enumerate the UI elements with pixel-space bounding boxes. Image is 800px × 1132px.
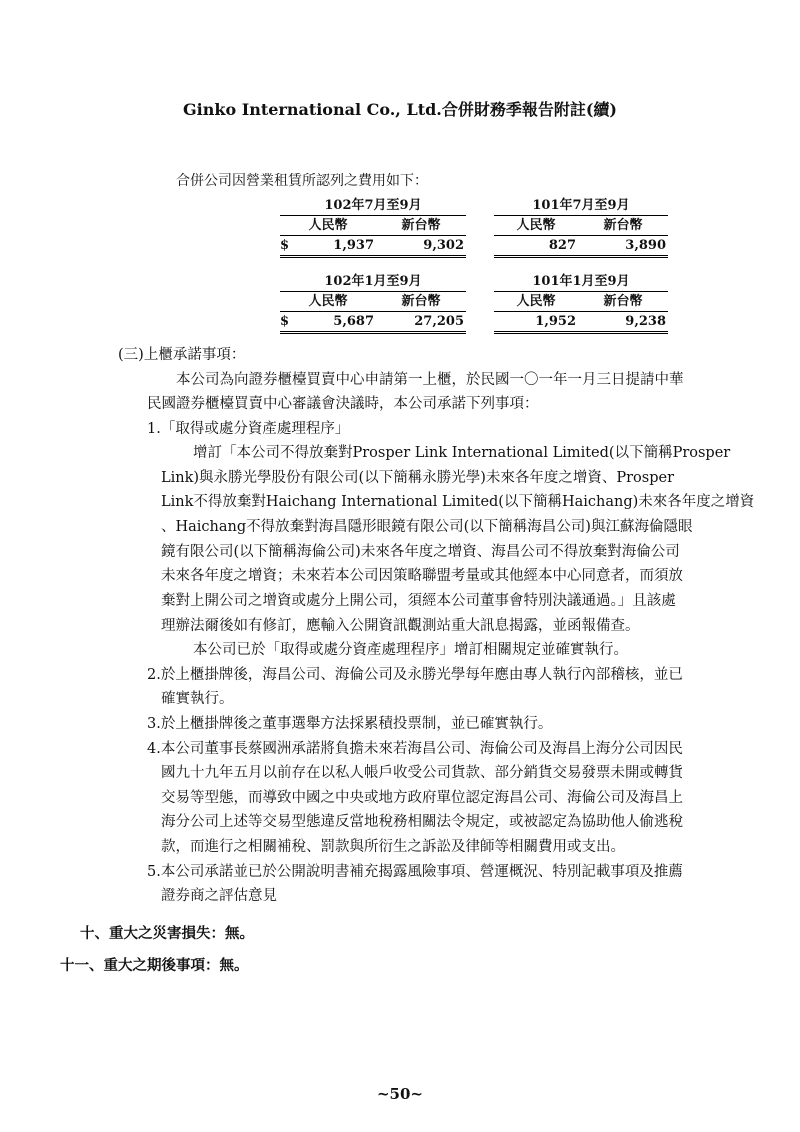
value-cell: 9,238: [578, 312, 668, 333]
lease-expense-table-quarter: [280, 196, 668, 258]
value-cell: 27,205: [376, 312, 466, 333]
value-cell: 9,302: [376, 236, 466, 257]
currency-header: 新台幣: [578, 216, 668, 236]
body-line: 確實執行。: [161, 691, 234, 707]
body-line: 款，而進行之相關補稅、罰款與所衍生之訴訟及律師等相關費用或支出。: [161, 839, 625, 855]
lease-expense-intro: 合併公司因營業租賃所認列之費用如下：: [176, 173, 428, 189]
body-line: 民國證券櫃檯買賣中心審議會決議時，本公司承諾下列事項：: [147, 396, 539, 412]
section-heading: (三)上櫃承諾事項：: [118, 347, 246, 363]
report-title: Ginko International Co., Ltd.合併財務季報告附註(續): [183, 100, 617, 119]
body-line: 本公司已於「取得或處分資產處理程序」增訂相關規定並確實執行。: [193, 642, 628, 658]
body-line: 海分公司上述等交易型態違反當地稅務相關法令規定，或被認定為協助他人偷逃稅: [161, 814, 683, 830]
value-cell: 1,937: [294, 236, 376, 257]
list-item: 2.於上櫃掛牌後，海昌公司、海倫公司及永勝光學每年應由專人執行內部稽核，並已: [147, 667, 683, 683]
body-line: Link)與永勝光學股份有限公司(以下簡稱永勝光學)未來各年度之增資、Prosper: [161, 470, 675, 486]
period-header: 101年7月至9月: [494, 196, 668, 216]
value-cell: 5,687: [294, 312, 376, 333]
period-header: 102年1月至9月: [280, 272, 466, 292]
dollar-sign: $: [280, 312, 294, 333]
body-line: 理辦法爾後如有修訂，應輸入公開資訊觀測站重大訊息揭露，並函報備查。: [161, 618, 640, 634]
dollar-sign: $: [280, 236, 294, 257]
currency-header: 人民幣: [280, 216, 376, 236]
period-header: 102年7月至9月: [280, 196, 466, 216]
value-cell: 1,952: [494, 312, 578, 333]
page-number: ~50~: [376, 1085, 423, 1103]
currency-header: 人民幣: [494, 216, 578, 236]
body-line: 、Haichang不得放棄對海昌隱形眼鏡有限公司(以下簡稱海昌公司)與江蘇海倫隱眼: [161, 519, 693, 535]
list-item: 4.本公司董事長蔡國洲承諾將負擔未來若海昌公司、海倫公司及海昌上海分公司因民: [147, 741, 683, 757]
currency-header: 人民幣: [494, 292, 578, 312]
period-header: 101年1月至9月: [494, 272, 668, 292]
currency-header: 新台幣: [376, 292, 466, 312]
value-cell: 827: [494, 236, 578, 257]
currency-header: 新台幣: [578, 292, 668, 312]
currency-header: 人民幣: [280, 292, 376, 312]
body-line: 增訂「本公司不得放棄對Prosper Link International Limited(以下簡稱Prosper: [193, 445, 731, 461]
section-heading: 十、重大之災害損失：無。: [80, 925, 254, 942]
body-line: 證券商之評估意見: [161, 888, 277, 904]
body-line: 未來各年度之增資；未來若本公司因策略聯盟考量或其他經本中心同意者，而須放: [161, 568, 683, 584]
list-item-title: 1.「取得或處分資產處理程序」: [147, 421, 350, 437]
list-item: 5.本公司承諾並已於公開說明書補充揭露風險事項、營運概況、特別記載事項及推薦: [147, 864, 683, 880]
body-line: Link不得放棄對Haichang International Limited(以下簡稱Haichang)未來各年度之增資: [161, 494, 755, 510]
lease-expense-table-ytd: [280, 272, 668, 334]
body-line: 本公司為向證券櫃檯買賣中心申請第一上櫃，於民國一〇一年一月三日提請中華: [176, 372, 684, 388]
body-line: 鏡有限公司(以下簡稱海倫公司)未來各年度之增資、海昌公司不得放棄對海倫公司: [161, 544, 680, 560]
body-line: 交易等型態，而導致中國之中央或地方政府單位認定海昌公司、海倫公司及海昌上: [161, 790, 683, 806]
body-line: 棄對上開公司之增資或處分上開公司，須經本公司董事會特別決議通過。」且該處: [161, 593, 676, 609]
body-line: 國九十九年五月以前存在以私人帳戶收受公司貨款、部分銷貨交易發票未開或轉貨: [161, 765, 683, 781]
currency-header: 新台幣: [376, 216, 466, 236]
section-heading: 十一、重大之期後事項：無。: [60, 957, 249, 974]
list-item: 3.於上櫃掛牌後之董事選舉方法採累積投票制，並已確實執行。: [147, 716, 553, 732]
value-cell: 3,890: [578, 236, 668, 257]
